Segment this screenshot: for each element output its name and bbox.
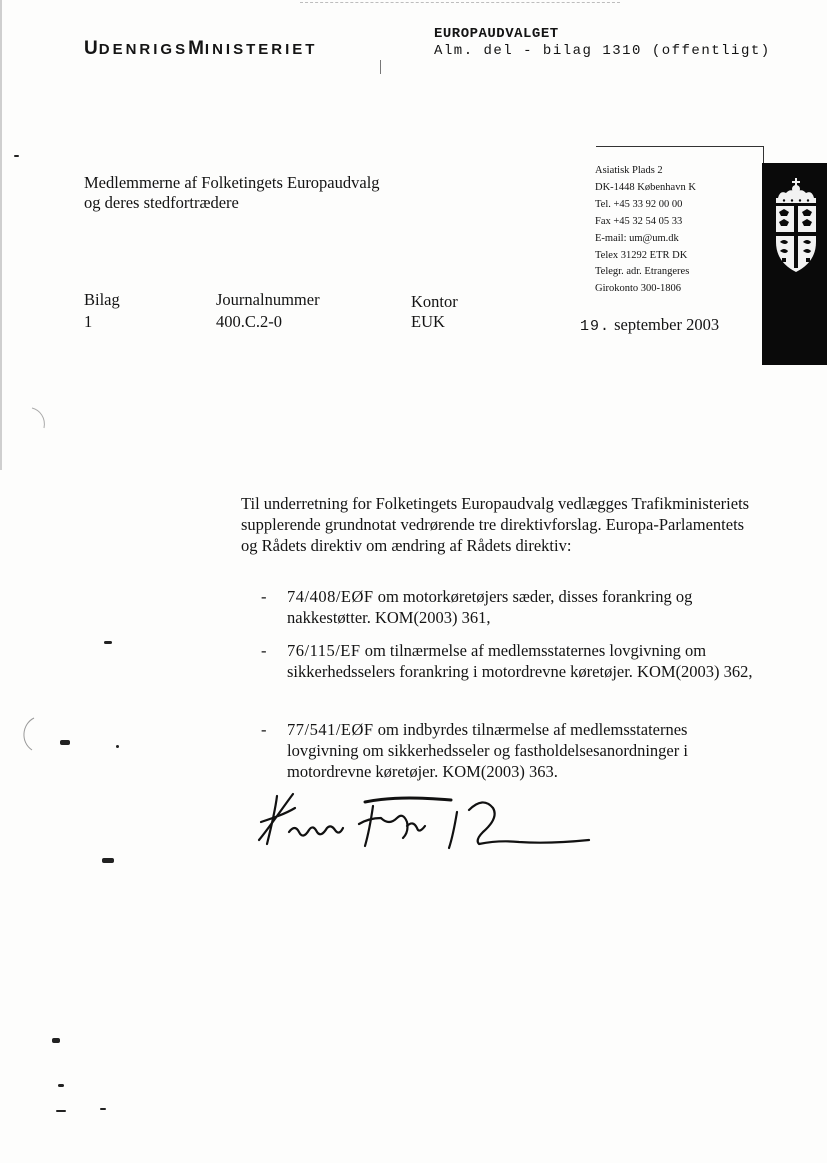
office-value: EUK (411, 312, 445, 331)
telex-line: Telex 31292 ETR DK (595, 249, 688, 261)
email-line: E-mail: um@um.dk (595, 232, 679, 244)
ministry-initial-m: M (188, 38, 205, 59)
address-divider (596, 146, 764, 147)
annex-reference: Alm. del - bilag 1310 (offentligt) (434, 43, 771, 59)
recipient-line: Medlemmerne af Folketingets Europaudvalg (84, 173, 380, 192)
scan-mark (18, 716, 38, 752)
scan-speck (60, 740, 70, 745)
directive-description: om tilnærmelse af medlemsstaternes lovgivning om sikkerhedsselers forankring i motordrevne køretøjer. KOM(2003) 362, (287, 641, 753, 681)
journal-number: 400.C.2-0 (216, 312, 282, 331)
telegram-line: Telegr. adr. Etrangeres (595, 266, 690, 278)
directive-code: 74/408/EØF (287, 587, 374, 606)
address-divider-vertical (763, 146, 764, 164)
list-dash: - (261, 641, 267, 660)
scan-speck (116, 745, 119, 748)
list-dash: - (261, 587, 267, 606)
phone-line: Tel. +45 33 92 00 00 (595, 198, 683, 210)
address-line: Asiatisk Plads 2 (595, 165, 663, 176)
scan-speck (100, 1108, 106, 1110)
office-label: Kontor (411, 292, 458, 311)
scan-speck (104, 641, 112, 644)
giro-line: Girokonto 300-1806 (595, 283, 682, 295)
address-line: DK-1448 København K (595, 181, 696, 193)
recipient-line: og deres stedfortrædere (84, 193, 239, 212)
scan-speck (52, 1038, 60, 1043)
danish-coat-of-arms-icon (770, 176, 822, 276)
journal-label: Journalnummer (216, 290, 320, 309)
ministry-name (84, 38, 317, 60)
date-day: 19. (580, 318, 611, 335)
scan-top-line (300, 2, 620, 3)
committee-stamp: EUROPAUDVALGET (434, 26, 559, 42)
directive-description: om indbyrdes tilnærmelse af medlemsstaternes lovgivning om sikkerhedsseler og fastholdelsesanordninger i motordrevne køretøjer. KOM(2003) 363. (287, 720, 688, 781)
directive-code: 76/115/EF (287, 641, 361, 660)
recipients-block (84, 173, 380, 213)
handwritten-signature (255, 788, 615, 858)
scan-mark (30, 406, 50, 430)
list-dash: - (261, 720, 267, 739)
directive-text (287, 586, 757, 628)
ministry-part-tail: INISTERIET (204, 41, 318, 58)
directive-text (287, 719, 757, 782)
scan-speck (58, 1084, 64, 1087)
annex-value: 1 (84, 312, 93, 331)
scan-mark (380, 60, 381, 74)
scan-speck (102, 858, 114, 863)
ministry-part: DENRIGS (98, 41, 189, 58)
fax-line: Fax +45 32 54 05 33 (595, 215, 683, 227)
ministry-initial: U (84, 38, 99, 59)
annex-label: Bilag (84, 290, 120, 309)
directive-description: om motorkøretøjers sæder, disses forankring og nakkestøtter. KOM(2003) 361, (287, 587, 693, 627)
scan-speck (56, 1110, 66, 1112)
intro-paragraph: Til underretning for Folketingets Europaudvalg vedlægges Trafikministeriets supplerende grundnotat vedrørende tre direktivforslag. Europa-Parlamentets og Rådets direktiv om ændring af Rådets direktiv: (241, 494, 750, 555)
address-block (595, 163, 696, 298)
date-month-year: september 2003 (614, 315, 720, 334)
letter-date (580, 315, 719, 335)
scan-edge (0, 0, 2, 470)
directive-text (287, 640, 757, 682)
scan-speck (14, 155, 19, 157)
directive-code: 77/541/EØF (287, 720, 374, 739)
